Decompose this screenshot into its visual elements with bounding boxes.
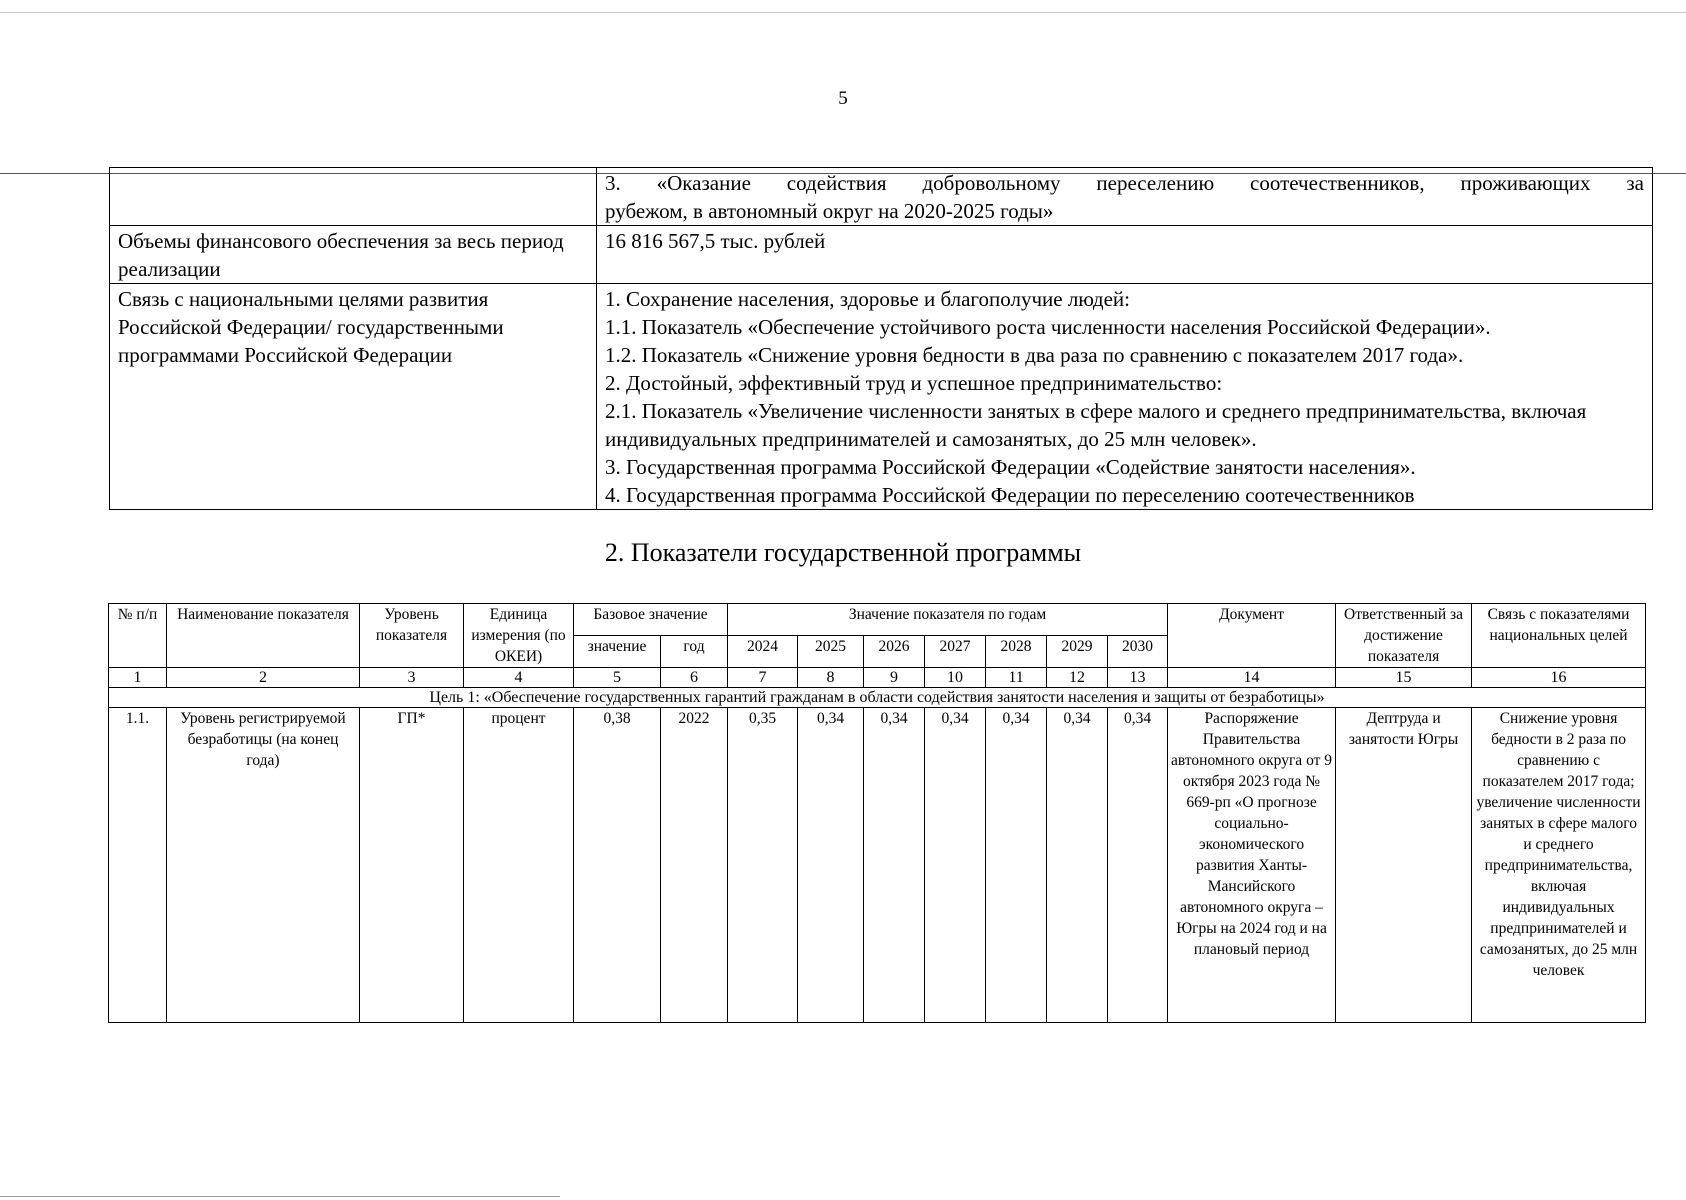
indicator-name: Уровень регистрируемой безработицы (на конец года) <box>167 708 360 1023</box>
header-base-value: значение <box>574 636 661 668</box>
column-number: 14 <box>1168 668 1336 688</box>
passport-value <box>597 284 1653 510</box>
national-goal-item: 3. Государственная программа Российской Федерации «Содействие занятости населения». <box>605 455 1416 479</box>
passport-value <box>597 168 1653 226</box>
header-unit: Единица измерения (по ОКЕИ) <box>464 604 574 668</box>
column-number: 11 <box>986 668 1047 688</box>
indicator-value-2028: 0,34 <box>986 708 1047 1023</box>
indicator-national-link: Снижение уровня бедности в 2 раза по сравнению с показателем 2017 года; увеличение численности занятых в сфере малого и среднего предпринимательства, включая индивидуальных предпринимателей и самозанятых, до 25 млн человек <box>1472 708 1646 1023</box>
column-number: 3 <box>360 668 464 688</box>
header-year: 2026 <box>864 636 925 668</box>
header-year: 2029 <box>1047 636 1108 668</box>
column-number: 16 <box>1472 668 1646 688</box>
section-title: 2. Показатели государственной программы <box>604 538 1082 567</box>
passport-row-financing <box>110 226 1653 284</box>
header-document: Документ <box>1168 604 1336 668</box>
passport-label <box>110 168 597 226</box>
column-number: 12 <box>1047 668 1108 688</box>
indicator-value-2030: 0,34 <box>1108 708 1168 1023</box>
goal-title: Цель 1: «Обеспечение государственных гарантий гражданам в области содействия занятости населения и защиты от безработицы» <box>109 688 1646 708</box>
program-passport-table <box>109 167 1653 510</box>
national-goal-item: 4. Государственная программа Российской Федерации по переселению соотечественников <box>605 483 1415 507</box>
passport-label: Объемы финансового обеспечения за весь период реализации <box>110 226 597 284</box>
indicator-value-2026: 0,34 <box>864 708 925 1023</box>
passport-line: 3. «Оказание содействия добровольному переселению соотечественников, проживающих за <box>605 171 1644 195</box>
column-number: 9 <box>864 668 925 688</box>
indicator-value-2025: 0,34 <box>798 708 864 1023</box>
goal-row <box>109 688 1646 708</box>
page-number: 5 <box>838 88 848 109</box>
national-goal-item: 1.1. Показатель «Обеспечение устойчивого роста численности населения Российской Федерации». <box>605 315 1491 339</box>
header-level: Уровень показателя <box>360 604 464 668</box>
header-year: 2028 <box>986 636 1047 668</box>
column-number: 8 <box>798 668 864 688</box>
passport-label: Связь с национальными целями развития Российской Федерации/ государственными программами Российской Федерации <box>110 284 597 510</box>
column-number: 5 <box>574 668 661 688</box>
column-number: 6 <box>661 668 728 688</box>
indicator-base-year: 2022 <box>661 708 728 1023</box>
header-year: 2025 <box>798 636 864 668</box>
column-number: 1 <box>109 668 167 688</box>
header-year: 2024 <box>728 636 798 668</box>
passport-value: 16 816 567,5 тыс. рублей <box>597 226 1653 284</box>
header-name: Наименование показателя <box>167 604 360 668</box>
header-year: 2030 <box>1108 636 1168 668</box>
national-goal-item: 2. Достойный, эффективный труд и успешное предпринимательство: <box>605 371 1223 395</box>
national-goal-item: 1. Сохранение населения, здоровье и благополучие людей: <box>605 287 1130 311</box>
indicators-table <box>108 603 1646 1023</box>
national-goal-item: 2.1. Показатель «Увеличение численности занятых в сфере малого и среднего предпринимательства, включая индивидуальных предпринимателей и самозанятых, до 25 млн человек». <box>605 399 1587 451</box>
header-by-years: Значение показателя по годам <box>728 604 1168 636</box>
indicator-num: 1.1. <box>109 708 167 1023</box>
column-number: 4 <box>464 668 574 688</box>
header-link: Связь с показателями национальных целей <box>1472 604 1646 668</box>
indicator-unit: процент <box>464 708 574 1023</box>
indicator-base-value: 0,38 <box>574 708 661 1023</box>
header-year: 2027 <box>925 636 986 668</box>
column-number: 13 <box>1108 668 1168 688</box>
header-num: № п/п <box>109 604 167 668</box>
passport-row-national-goals <box>110 284 1653 510</box>
passport-row-subprogram <box>110 168 1653 226</box>
scan-edge-top <box>0 12 1686 13</box>
passport-line: рубежом, в автономный округ на 2020-2025 годы» <box>605 199 1054 223</box>
indicator-level: ГП* <box>360 708 464 1023</box>
header-row <box>109 604 1646 636</box>
indicator-responsible: Дептруда и занятости Югры <box>1336 708 1472 1023</box>
header-base: Базовое значение <box>574 604 728 636</box>
scan-edge-bottom <box>0 1196 560 1197</box>
indicator-value-2027: 0,34 <box>925 708 986 1023</box>
national-goal-item: 1.2. Показатель «Снижение уровня бедности в два раза по сравнению с показателем 2017 года». <box>605 343 1464 367</box>
header-base-year: год <box>661 636 728 668</box>
indicator-value-2029: 0,34 <box>1047 708 1108 1023</box>
indicator-value-2024: 0,35 <box>728 708 798 1023</box>
header-responsible: Ответственный за достижение показателя <box>1336 604 1472 668</box>
column-number-row <box>109 668 1646 688</box>
column-number: 7 <box>728 668 798 688</box>
column-number: 10 <box>925 668 986 688</box>
indicator-document: Распоряжение Правительства автономного округа от 9 октября 2023 года № 669-рп «О прогнозе социально-экономического развития Ханты-Мансийского автономного округа – Югры на 2024 год и на плановый период <box>1168 708 1336 1023</box>
column-number: 15 <box>1336 668 1472 688</box>
indicator-row <box>109 708 1646 1023</box>
column-number: 2 <box>167 668 360 688</box>
